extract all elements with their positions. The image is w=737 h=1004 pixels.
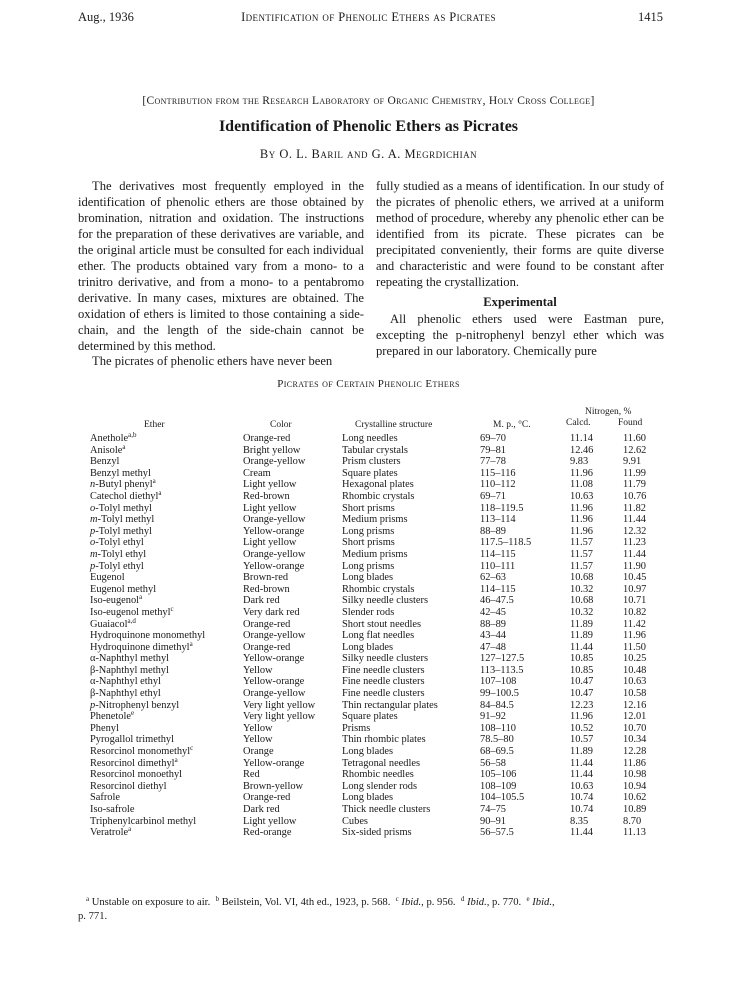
contribution-line: [Contribution from the Research Laboratory of Organic Chemistry, Holy Cross College] [142, 95, 595, 107]
cell-structure: Long blades [342, 746, 394, 758]
table-row [0, 723, 737, 735]
cell-structure: Silky needle clusters [342, 595, 428, 607]
cell-structure: Long needles [342, 433, 398, 444]
cell-structure: Long blades [342, 572, 394, 584]
cell-structure: Silky needle clusters [342, 653, 428, 665]
col-header-nitrogen: Nitrogen, % [585, 407, 632, 417]
cell-calcd: 10.63 [570, 780, 594, 792]
cell-found: 10.63 [623, 676, 647, 688]
cell-structure: Rhombic crystals [342, 490, 415, 502]
cell-color: Yellow-orange [243, 653, 305, 665]
experimental-paragraph: All phenolic ethers used were Eastman pure, excepting the p-nitrophenyl benzyl ether which was prepared in our laboratory. Chemically pure [376, 311, 664, 358]
cell-found: 10.62 [623, 792, 647, 804]
header-title: Identification of Phenolic Ethers as Picrates [241, 10, 496, 24]
intro-paragraph-continued: fully studied as a means of identification. In our study of the picrates of phenolic ethers, we arrived at a uniform method of procedure, whereby any phenolic ether can be identified from its picrate. These picrates can be precipitated conveniently, their forms are quite diverse and characteristic and were found to be constant after repeating the crystallization. [376, 179, 664, 289]
cell-ether: Eugenol methyl [90, 583, 157, 595]
cell-ether: m-Tolyl ethyl [90, 548, 147, 560]
cell-ether: Iso-eugenol$^a$ [90, 593, 143, 607]
cell-color: Dark red [243, 595, 280, 607]
table-row [0, 456, 737, 468]
cell-found: 11.23 [623, 537, 646, 549]
cell-mp: 56–57.5 [480, 827, 514, 839]
cell-structure: Fine needle clusters [342, 688, 425, 700]
cell-found: 11.79 [623, 479, 646, 491]
cell-color: Orange-yellow [243, 456, 306, 468]
cell-color: Dark red [243, 804, 280, 815]
cell-ether: Resorcinol monoethyl [90, 769, 183, 781]
cell-color: Yellow-orange [243, 560, 305, 572]
cell-calcd: 10.85 [570, 664, 594, 676]
cell-found: 10.45 [623, 572, 647, 584]
cell-structure: Thin rhombic plates [342, 734, 426, 746]
table-title: Picrates of Certain Phenolic Ethers [277, 378, 460, 390]
table-row [0, 604, 737, 619]
cell-mp: 84–84.5 [480, 699, 514, 711]
cell-calcd: 10.32 [570, 606, 594, 618]
cell-structure: Square plates [342, 711, 398, 723]
cell-ether: Phenyl [90, 722, 119, 734]
cell-ether: o-Tolyl methyl [90, 502, 152, 514]
cell-mp: 42–45 [480, 606, 506, 618]
cell-found: 8.70 [623, 815, 642, 827]
cell-ether: Iso-safrole [90, 804, 135, 815]
cell-color: Orange-yellow [243, 514, 306, 526]
cell-mp: 46–47.5 [480, 595, 514, 607]
cell-found: 10.94 [623, 780, 647, 792]
col-header-ether: Ether [144, 420, 165, 430]
cell-color: Light yellow [243, 815, 297, 827]
cell-color: Orange [243, 746, 274, 758]
cell-mp: 77–78 [480, 456, 506, 468]
cell-color: Brown-red [243, 572, 289, 584]
cell-found: 9.91 [623, 456, 642, 468]
cell-structure: Hexagonal plates [342, 479, 414, 491]
cell-ether: Benzyl methyl [90, 467, 151, 479]
cell-calcd: 10.85 [570, 653, 594, 665]
cell-mp: 79–81 [480, 444, 506, 456]
cell-ether: n-Butyl phenyl$^a$ [90, 477, 156, 491]
cell-calcd: 8.35 [570, 815, 589, 827]
cell-calcd: 11.96 [570, 525, 593, 537]
cell-color: Light yellow [243, 479, 297, 491]
cell-calcd: 11.14 [570, 433, 593, 444]
cell-calcd: 11.44 [570, 827, 593, 839]
cell-calcd: 10.68 [570, 595, 594, 607]
cell-ether: α-Naphthyl methyl [90, 653, 170, 665]
intro-paragraph-1: The derivatives most frequently employed in the identification of phenolic ethers are those obtained by bromination, nitration and oxidation. The instructions for the preparation of these derivatives are variable, and the original article must be consulted for each individual ether. The products obtained vary from a mono- to a trinitro derivative, and from a mono- to a pentabromo derivative. In many cases, mixtures are obtained. The oxidation of ethers is limited to those containing a side-chain, and the length of the side-chain cannot be determined by this method. [78, 179, 364, 353]
cell-color: Very light yellow [243, 699, 316, 711]
table-row [0, 653, 737, 665]
cell-found: 10.58 [623, 688, 647, 700]
cell-structure: Thin rectangular plates [342, 699, 438, 711]
cell-structure: Short prisms [342, 502, 395, 514]
cell-structure: Slender rods [342, 606, 395, 618]
cell-calcd: 11.96 [570, 467, 593, 479]
table-row [0, 503, 737, 515]
cell-found: 11.13 [623, 827, 646, 839]
cell-calcd: 10.47 [570, 688, 594, 700]
cell-found: 11.86 [623, 757, 646, 769]
cell-structure: Fine needle clusters [342, 664, 425, 676]
cell-mp: 69–71 [480, 490, 506, 502]
cell-structure: Tabular crystals [342, 444, 408, 456]
cell-structure: Long blades [342, 792, 394, 804]
table-row [0, 526, 737, 538]
cell-mp: 91–92 [480, 711, 506, 723]
cell-found: 12.32 [623, 525, 647, 537]
cell-structure: Short prisms [342, 537, 395, 549]
cell-ether: Veratrole$^a$ [90, 825, 132, 839]
cell-calcd: 12.46 [570, 444, 594, 456]
cell-found: 11.44 [623, 514, 646, 526]
cell-calcd: 10.63 [570, 490, 594, 502]
cell-color: Orange-yellow [243, 630, 306, 642]
cell-structure: Tetragonal needles [342, 757, 421, 769]
table-row [0, 537, 737, 549]
cell-color: Red [243, 769, 260, 781]
cell-color: Orange-red [243, 433, 291, 444]
col-header-mp: M. p., °C. [493, 420, 531, 430]
cell-found: 10.34 [623, 734, 647, 746]
cell-calcd: 11.57 [570, 548, 593, 560]
table-row [0, 804, 737, 816]
col-header-found: Found [618, 418, 643, 428]
cell-structure: Rhombic needles [342, 769, 414, 781]
cell-mp: 90–91 [480, 815, 506, 827]
cell-calcd: 11.57 [570, 560, 593, 572]
cell-mp: 113–113.5 [480, 664, 524, 676]
table-row [0, 595, 737, 607]
cell-mp: 68–69.5 [480, 746, 514, 758]
cell-found: 11.42 [623, 618, 646, 630]
running-header [0, 10, 737, 26]
cell-mp: 47–48 [480, 641, 506, 653]
cell-ether: α-Naphthyl ethyl [90, 676, 161, 688]
cell-color: Very light yellow [243, 711, 316, 723]
cell-ether: Resorcinol dimethyl$^a$ [90, 755, 178, 769]
left-column [78, 179, 364, 370]
table-row [0, 665, 737, 677]
cell-mp: 69–70 [480, 433, 506, 444]
table-row [0, 468, 737, 480]
cell-ether: p-Tolyl ethyl [90, 560, 144, 572]
cell-mp: 99–100.5 [480, 688, 519, 700]
cell-ether: Anisole$^a$ [90, 442, 126, 456]
cell-color: Red-brown [243, 490, 290, 502]
cell-calcd: 10.68 [570, 572, 594, 584]
cell-structure: Prism clusters [342, 456, 401, 468]
cell-found: 10.89 [623, 804, 647, 815]
table-row [0, 755, 737, 770]
cell-calcd: 11.44 [570, 757, 593, 769]
col-header-calcd: Calcd. [566, 418, 591, 428]
cell-mp: 104–105.5 [480, 792, 525, 804]
cell-calcd: 10.32 [570, 583, 594, 595]
cell-structure: Cubes [342, 815, 368, 827]
table-row [0, 549, 737, 561]
table-row [0, 827, 737, 839]
cell-mp: 113–114 [480, 514, 516, 526]
cell-color: Yellow-orange [243, 676, 305, 688]
cell-color: Red-brown [243, 583, 290, 595]
cell-color: Yellow-orange [243, 757, 305, 769]
table-body [0, 433, 737, 839]
cell-found: 11.99 [623, 467, 646, 479]
cell-found: 11.82 [623, 502, 646, 514]
cell-structure: Prisms [342, 722, 371, 734]
cell-calcd: 11.96 [570, 711, 593, 723]
cell-ether: Eugenol [90, 572, 125, 584]
cell-mp: 117.5–118.5 [480, 537, 532, 549]
cell-color: Orange-red [243, 792, 291, 804]
cell-mp: 108–110 [480, 722, 516, 734]
cell-ether: Catechol diethyl$^a$ [90, 488, 162, 502]
cell-ether: Triphenylcarbinol methyl [90, 815, 197, 827]
cell-found: 11.50 [623, 641, 646, 653]
cell-color: Orange-yellow [243, 688, 306, 700]
cell-found: 10.70 [623, 722, 647, 734]
cell-found: 10.48 [623, 664, 647, 676]
cell-calcd: 11.89 [570, 630, 593, 642]
cell-color: Orange-yellow [243, 548, 306, 560]
cell-calcd: 11.44 [570, 769, 593, 781]
cell-color: Very dark red [243, 606, 300, 618]
cell-found: 10.82 [623, 606, 647, 618]
cell-ether: Hydroquinone monomethyl [90, 630, 206, 642]
cell-calcd: 11.08 [570, 479, 593, 491]
cell-found: 12.16 [623, 699, 647, 711]
table-row [0, 479, 737, 491]
table-row [0, 639, 737, 654]
cell-calcd: 11.44 [570, 641, 593, 653]
table-row [0, 630, 737, 642]
cell-found: 12.01 [623, 711, 647, 723]
cell-ether: o-Tolyl ethyl [90, 537, 144, 549]
cell-ether: Guaiacol$^{a,d}$ [90, 616, 136, 630]
article-title: Identification of Phenolic Ethers as Picrates [218, 118, 519, 135]
table-row [0, 781, 737, 793]
cell-ether: Hydroquinone dimethyl$^a$ [90, 639, 193, 653]
cell-structure: Fine needle clusters [342, 676, 425, 688]
cell-calcd: 10.74 [570, 804, 594, 815]
page-number: 1415 [638, 10, 663, 24]
cell-ether: Safrole [90, 792, 121, 804]
cell-structure: Long slender rods [342, 780, 418, 792]
cell-found: 11.96 [623, 630, 646, 642]
cell-ether: Benzyl [90, 456, 120, 468]
cell-structure: Square plates [342, 467, 398, 479]
cell-found: 12.62 [623, 444, 647, 456]
cell-mp: 110–111 [480, 560, 516, 572]
cell-ether: Iso-eugenol methyl$^c$ [90, 604, 174, 618]
cell-ether: Resorcinol monomethyl$^c$ [90, 744, 194, 758]
table-row [0, 816, 737, 828]
cell-calcd: 10.57 [570, 734, 594, 746]
cell-calcd: 10.74 [570, 792, 594, 804]
col-header-color: Color [270, 420, 292, 430]
cell-mp: 107–108 [480, 676, 517, 688]
table-row [0, 700, 737, 712]
cell-mp: 56–58 [480, 757, 506, 769]
cell-ether: β-Naphthyl methyl [90, 664, 169, 676]
article-authors: By O. L. Baril and G. A. Megrdichian [259, 147, 478, 161]
cell-color: Orange-red [243, 641, 291, 653]
cell-found: 12.28 [623, 746, 647, 758]
cell-ether: Pyrogallol trimethyl [90, 734, 174, 746]
table-row [0, 514, 737, 526]
cell-calcd: 12.23 [570, 699, 594, 711]
cell-mp: 74–75 [480, 804, 506, 815]
cell-structure: Long flat needles [342, 630, 415, 642]
table-row [0, 734, 737, 746]
experimental-heading: Experimental [483, 294, 557, 309]
cell-structure: Rhombic crystals [342, 583, 415, 595]
cell-color: Yellow [243, 664, 273, 676]
cell-mp: 88–89 [480, 618, 506, 630]
table-row [0, 792, 737, 804]
cell-color: Light yellow [243, 502, 297, 514]
cell-structure: Six-sided prisms [342, 827, 412, 839]
cell-mp: 127–127.5 [480, 653, 525, 665]
table-row [0, 433, 737, 445]
table-row [0, 561, 737, 573]
right-column [376, 179, 664, 359]
cell-mp: 78.5–80 [480, 734, 514, 746]
cell-found: 11.60 [623, 433, 646, 444]
cell-calcd: 11.89 [570, 746, 593, 758]
table-row [0, 676, 737, 688]
cell-mp: 114–115 [480, 583, 516, 595]
table-row [0, 584, 737, 596]
col-header-structure: Crystalline structure [355, 420, 433, 430]
table-row [0, 769, 737, 781]
cell-calcd: 10.47 [570, 676, 594, 688]
cell-mp: 114–115 [480, 548, 516, 560]
cell-mp: 110–112 [480, 479, 516, 491]
cell-color: Orange-red [243, 618, 291, 630]
table-row [0, 711, 737, 723]
cell-found: 10.25 [623, 653, 647, 665]
cell-mp: 105–106 [480, 769, 517, 781]
cell-found: 10.98 [623, 769, 647, 781]
cell-color: Yellow [243, 722, 273, 734]
cell-ether: p-Tolyl methyl [90, 525, 152, 537]
cell-mp: 115–116 [480, 467, 516, 479]
cell-color: Yellow [243, 734, 273, 746]
cell-structure: Long prisms [342, 525, 395, 537]
cell-calcd: 11.96 [570, 514, 593, 526]
cell-found: 11.44 [623, 548, 646, 560]
cell-ether: β-Naphthyl ethyl [90, 688, 161, 700]
cell-color: Cream [243, 467, 271, 479]
table-row [0, 746, 737, 758]
cell-ether: m-Tolyl methyl [90, 514, 155, 526]
cell-ether: p-Nitrophenyl benzyl [90, 699, 180, 711]
cell-calcd: 11.57 [570, 537, 593, 549]
cell-color: Bright yellow [243, 444, 301, 456]
cell-found: 11.90 [623, 560, 646, 572]
intro-paragraph-2: The picrates of phenolic ethers have never been [92, 354, 333, 369]
cell-found: 10.97 [623, 583, 647, 595]
cell-calcd: 11.89 [570, 618, 593, 630]
cell-calcd: 10.52 [570, 722, 594, 734]
cell-color: Yellow-orange [243, 525, 305, 537]
table-row [0, 572, 737, 584]
cell-ether: Anethole$^{a,b}$ [90, 431, 137, 444]
cell-mp: 43–44 [480, 630, 506, 642]
cell-structure: Short stout needles [342, 618, 422, 630]
cell-ether: Phenetole$^e$ [90, 709, 135, 723]
table-row [0, 616, 737, 631]
cell-found: 10.71 [623, 595, 647, 607]
cell-mp: 62–63 [480, 572, 506, 584]
cell-calcd: 11.96 [570, 502, 593, 514]
table-row [0, 688, 737, 700]
cell-ether: Resorcinol diethyl [90, 780, 167, 792]
cell-structure: Medium prisms [342, 514, 408, 526]
cell-mp: 118–119.5 [480, 502, 524, 514]
header-date: Aug., 1936 [78, 10, 134, 24]
table-footnotes: $^a$ Unstable on exposure to air. $^b$ Beilstein, Vol. VI, 4th ed., 1923, p. 568. $^c$ Ibid., p. 956. $^d$ Ibid., p. 770. $^e$ Ibid., p. 771. [78, 895, 555, 922]
cell-calcd: 9.83 [570, 456, 589, 468]
table-row [0, 488, 737, 503]
cell-structure: Thick needle clusters [342, 804, 431, 815]
cell-structure: Medium prisms [342, 548, 408, 560]
cell-found: 10.76 [623, 490, 647, 502]
table-row [0, 442, 737, 457]
cell-color: Red-orange [243, 827, 292, 839]
cell-structure: Long blades [342, 641, 394, 653]
cell-mp: 88–89 [480, 525, 506, 537]
cell-color: Brown-yellow [243, 780, 304, 792]
cell-color: Light yellow [243, 537, 297, 549]
cell-structure: Long prisms [342, 560, 395, 572]
cell-mp: 108–109 [480, 780, 517, 792]
